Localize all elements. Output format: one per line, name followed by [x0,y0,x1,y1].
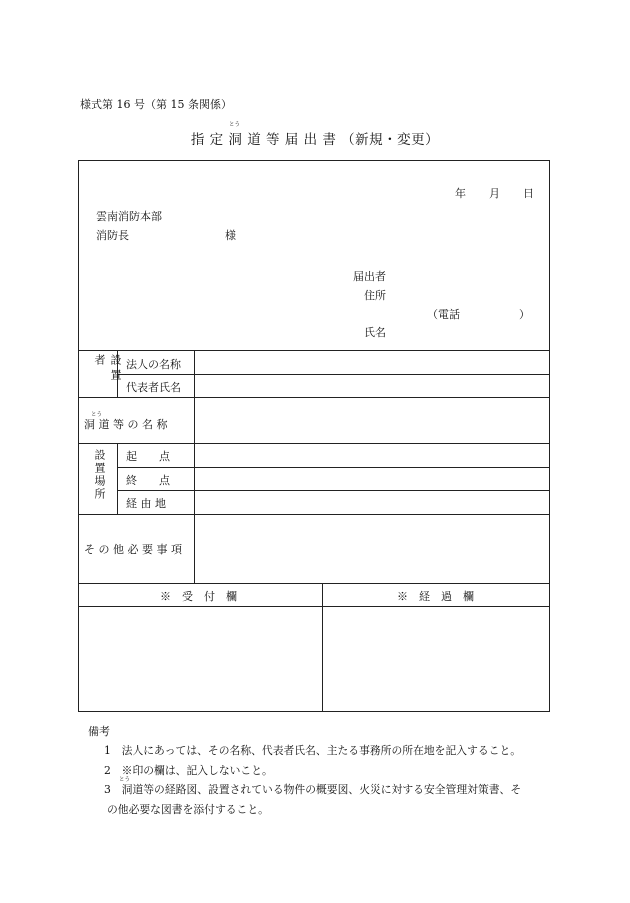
phone-close: ） [519,308,530,321]
other-items-label: そ の 他 必 要 事 項 [84,543,182,556]
form-table [78,160,550,712]
column-divider [117,443,118,514]
via-point-label: 経 由 地 [126,497,166,510]
installer-group-label: 設置者 [93,354,122,384]
reception-header: ※ 受 付 欄 [160,590,237,603]
location-group-label: 設置場所 [93,449,106,501]
corp-name-label: 法人の名称 [126,358,181,371]
addressee-line1: 雲南消防本部 [96,210,162,223]
note-item-3-line2: の他必要な図書を添付すること。 [107,803,269,816]
addressee-line2: 消防長 [96,229,129,242]
name-label: 氏名 [364,326,386,339]
applicant-label: 届出者 [353,270,386,283]
date-year: 年 [455,187,466,200]
date-month: 月 [489,187,500,200]
row-divider [78,606,550,607]
row-divider [117,467,550,468]
tunnel-ruby: とう [91,412,103,418]
start-point-label: 起 点 [126,450,170,463]
tunnel-name-label: 洞 道 等 の 名 称 [84,418,168,431]
row-divider [78,397,550,398]
notes-heading: 備考 [88,725,110,738]
phone-open: （電話 [427,308,460,321]
note-item-3-line1: 3 洞道等の経路図、設置されている物件の概要図、火災に対する安全管理対策書、そ [104,783,522,796]
note-item-1: 1 法人にあっては、その名称、代表者氏名、主たる事務所の所在地を記入すること。 [104,744,522,757]
note-ruby: とう [119,777,131,783]
row-divider [78,350,550,351]
date-day: 日 [523,187,534,200]
honorific: 様 [225,229,236,242]
title-ruby: とう [229,122,241,128]
form-number: 様式第 16 号（第 15 条関係） [80,98,232,111]
end-point-label: 終 点 [126,474,170,487]
column-divider [322,583,323,712]
address-label: 住所 [364,289,386,302]
column-divider [194,350,195,583]
row-divider [78,443,550,444]
document-title: 指 定 洞 道 等 届 出 書 （新規・変更） [190,132,440,148]
row-divider [117,490,550,491]
representative-label: 代表者氏名 [126,381,181,394]
row-divider [78,514,550,515]
note-item-2: 2 ※印の欄は、記入しないこと。 [104,764,273,777]
row-divider [117,374,550,375]
progress-header: ※ 経 過 欄 [397,590,474,603]
row-divider [78,583,550,584]
